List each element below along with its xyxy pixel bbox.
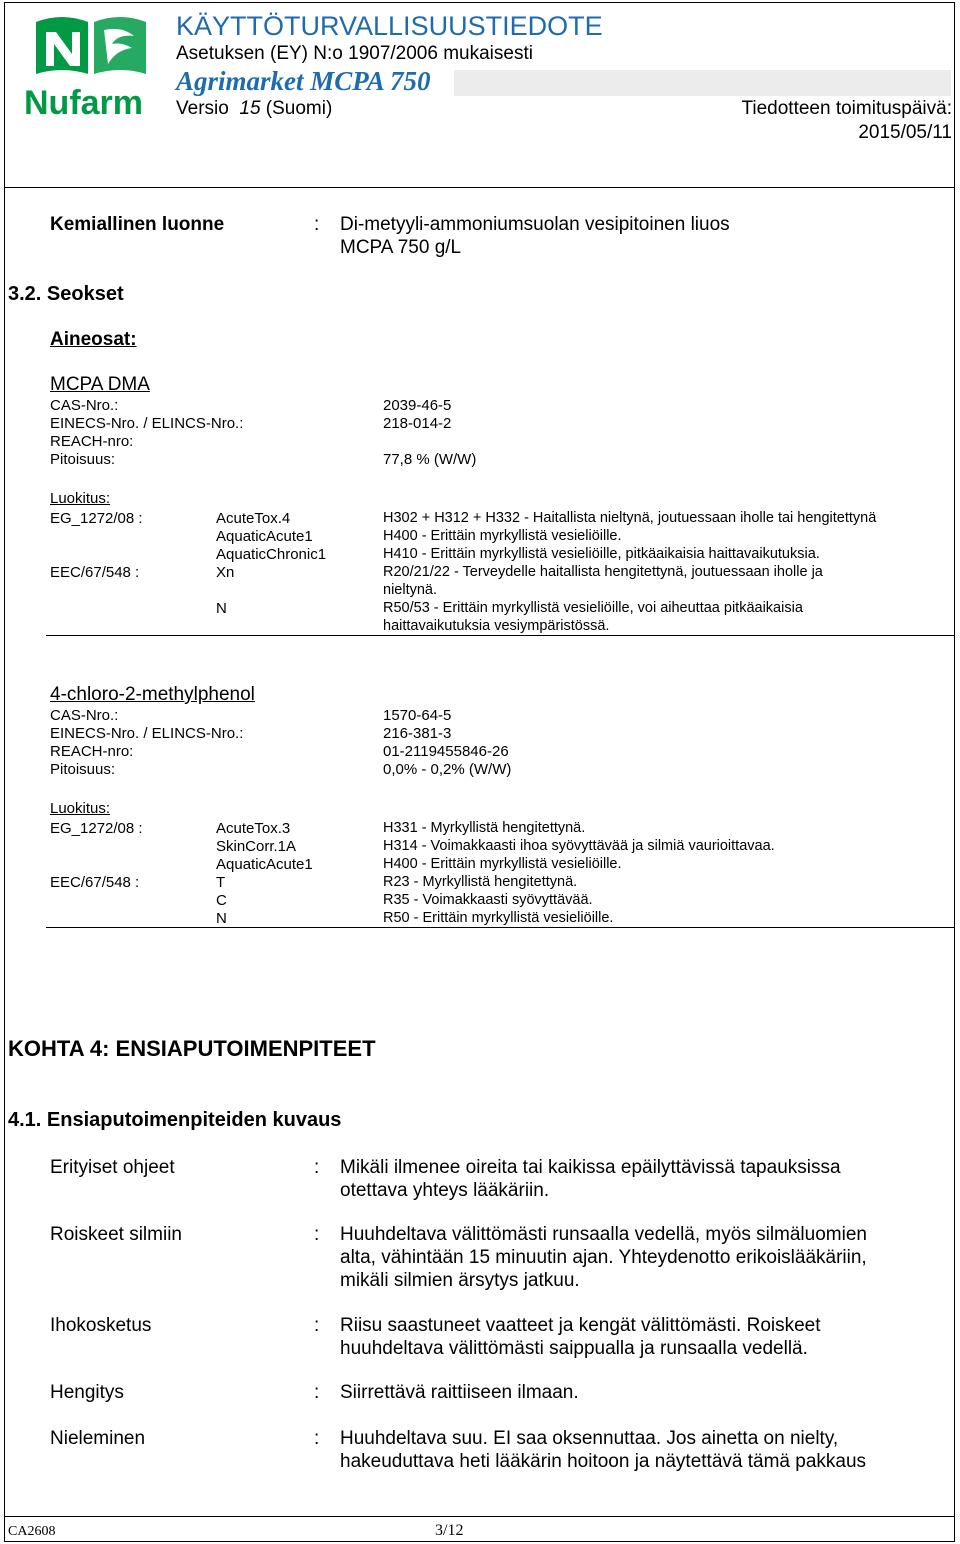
substance-1-name: MCPA DMA [50,374,150,395]
cas-value: 2039-46-5 [383,397,452,414]
document-title: KÄYTTÖTURVALLISUUSTIEDOTE [176,11,603,41]
section-4-1-title: 4.1. Ensiaputoimenpiteiden kuvaus [8,1109,342,1131]
chem-nature-label: Kemiallinen luonne [50,214,225,235]
classification-label: Luokitus: [50,490,111,507]
hazard-class: N [216,600,227,617]
chem-nature-colon: : [314,214,320,235]
first-aid-text: hakeuduttava heti lääkärin hoitoon ja näytettävä tämä pakkaus [340,1451,867,1472]
hazard-class: AquaticAcute1 [216,528,313,545]
issue-date: 2015/05/11 [858,122,952,143]
page-number: 3/12 [435,1522,464,1539]
first-aid-label: Ihokosketus [50,1315,152,1336]
ingredients-heading: Aineosat: [50,329,137,350]
hazard-statement: H331 - Myrkyllistä hengitettynä. [383,820,586,836]
first-aid-text: Siirrettävä raittiiseen ilmaan. [340,1382,579,1403]
nufarm-logo [22,14,152,118]
first-aid-label: Erityiset ohjeet [50,1157,175,1178]
first-aid-text: Huuhdeltava suu. EI saa oksennuttaa. Jos ainetta on nielty, [340,1428,839,1449]
product-bar [454,70,951,96]
first-aid-text: Huuhdeltava välittömästi runsaalla vedellä, myös silmäluomien [340,1224,867,1245]
hazard-class: T [216,874,226,891]
first-aid-colon: : [314,1157,320,1178]
logo-wordmark: Nufarm [24,84,144,118]
first-aid-colon: : [314,1428,320,1449]
reach-value: 01-2119455846-26 [383,743,509,760]
hazard-statement: R50/53 - Erittäin myrkyllistä vesieliöille, voi aiheuttaa pitkäaikaisia [383,600,803,616]
regulation-line: Asetuksen (EY) N:o 1907/2006 mukaisesti [176,43,533,64]
footer-divider [4,1516,955,1517]
first-aid-colon: : [314,1224,320,1245]
concentration-value: 77,8 % (W/W) [383,451,477,468]
hazard-class: AcuteTox.4 [216,510,291,527]
hazard-statement: H302 + H312 + H332 - Haitallista nieltynä, joutuessaan iholle tai hengitettynä [383,510,877,526]
first-aid-colon: : [314,1315,320,1336]
hazard-statement: R35 - Voimakkaasti syövyttävää. [383,892,593,908]
classification-label: Luokitus: [50,800,111,817]
hazard-class: SkinCorr.1A [216,838,297,855]
reach-label: REACH-nro: [50,433,134,450]
section-4-title: KOHTA 4: ENSIAPUTOIMENPITEET [8,1036,376,1061]
hazard-class: N [216,910,227,927]
substance-divider [46,635,955,636]
issue-date-label: Tiedotteen toimituspäivä: [741,98,952,119]
regulation-ref: EEC/67/548 : [50,874,140,891]
substance-divider [46,927,955,928]
reach-label: REACH-nro: [50,743,134,760]
concentration-label: Pitoisuus: [50,451,116,468]
first-aid-text: Riisu saastuneet vaatteet ja kengät välittömästi. Roiskeet [340,1315,821,1336]
hazard-class: AcuteTox.3 [216,820,291,837]
first-aid-text: huuhdeltava välittömästi saippualla ja runsaalla vedellä. [340,1338,808,1359]
first-aid-text: Mikäli ilmenee oireita tai kaikissa epäilyttävissä tapauksissa [340,1157,841,1178]
hazard-statement: R50 - Erittäin myrkyllistä vesieliöille. [383,910,614,926]
first-aid-text: alta, vähintään 15 minuutin ajan. Yhteydenotto erikoislääkäriin, [340,1247,867,1268]
version-language: (Suomi) [265,98,333,119]
product-name: Agrimarket MCPA 750 [176,66,431,96]
hazard-statement: H410 - Erittäin myrkyllistä vesieliöille, pitkäaikaisia haittavaikutuksia. [383,546,820,562]
hazard-statement: nieltynä. [383,582,438,598]
cas-value: 1570-64-5 [383,707,452,724]
hazard-statement: H400 - Erittäin myrkyllistä vesieliöille. [383,856,622,872]
regulation-ref: EEC/67/548 : [50,564,140,581]
document-code: CA2608 [8,1524,56,1539]
header-divider [4,187,955,188]
hazard-class: Xn [216,564,235,581]
chem-nature-line-2: MCPA 750 g/L [340,237,462,258]
einecs-label: EINECS-Nro. / ELINCS-Nro.: [50,415,244,432]
cas-label: CAS-Nro.: [50,397,119,414]
regulation-ref: EG_1272/08 : [50,820,143,837]
first-aid-colon: : [314,1382,320,1403]
concentration-value: 0,0% - 0,2% (W/W) [383,761,512,778]
einecs-value: 216-381-3 [383,725,452,742]
first-aid-label: Nieleminen [50,1428,146,1449]
version-line [176,98,332,120]
first-aid-label: Roiskeet silmiin [50,1224,182,1245]
concentration-label: Pitoisuus: [50,761,116,778]
first-aid-label: Hengitys [50,1382,124,1403]
einecs-label: EINECS-Nro. / ELINCS-Nro.: [50,725,244,742]
hazard-class: AquaticChronic1 [216,546,327,563]
hazard-class: C [216,892,227,909]
substance-2-name: 4-chloro-2-methylphenol [50,684,255,705]
regulation-ref: EG_1272/08 : [50,510,143,527]
first-aid-text: otettava yhteys lääkäriin. [340,1180,550,1201]
hazard-statement: haittavaikutuksia vesiympäristössä. [383,618,610,634]
cas-label: CAS-Nro.: [50,707,119,724]
hazard-statement: H400 - Erittäin myrkyllistä vesieliöille. [383,528,622,544]
hazard-statement: R20/21/22 - Terveydelle haitallista hengitettynä, joutuessaan iholle ja [383,564,823,580]
first-aid-text: mikäli silmien ärsytys jatkuu. [340,1270,580,1291]
hazard-statement: H314 - Voimakkaasti ihoa syövyttävää ja silmiä vaurioittavaa. [383,838,775,854]
einecs-value: 218-014-2 [383,415,452,432]
chem-nature-line-1: Di-metyyli-ammoniumsuolan vesipitoinen liuos [340,214,730,235]
hazard-statement: R23 - Myrkyllistä hengitettynä. [383,874,578,890]
version-number: 15 [239,98,261,119]
version-label: Versio [176,98,229,119]
section-3-2-title: 3.2. Seokset [8,283,124,305]
hazard-class: AquaticAcute1 [216,856,313,873]
